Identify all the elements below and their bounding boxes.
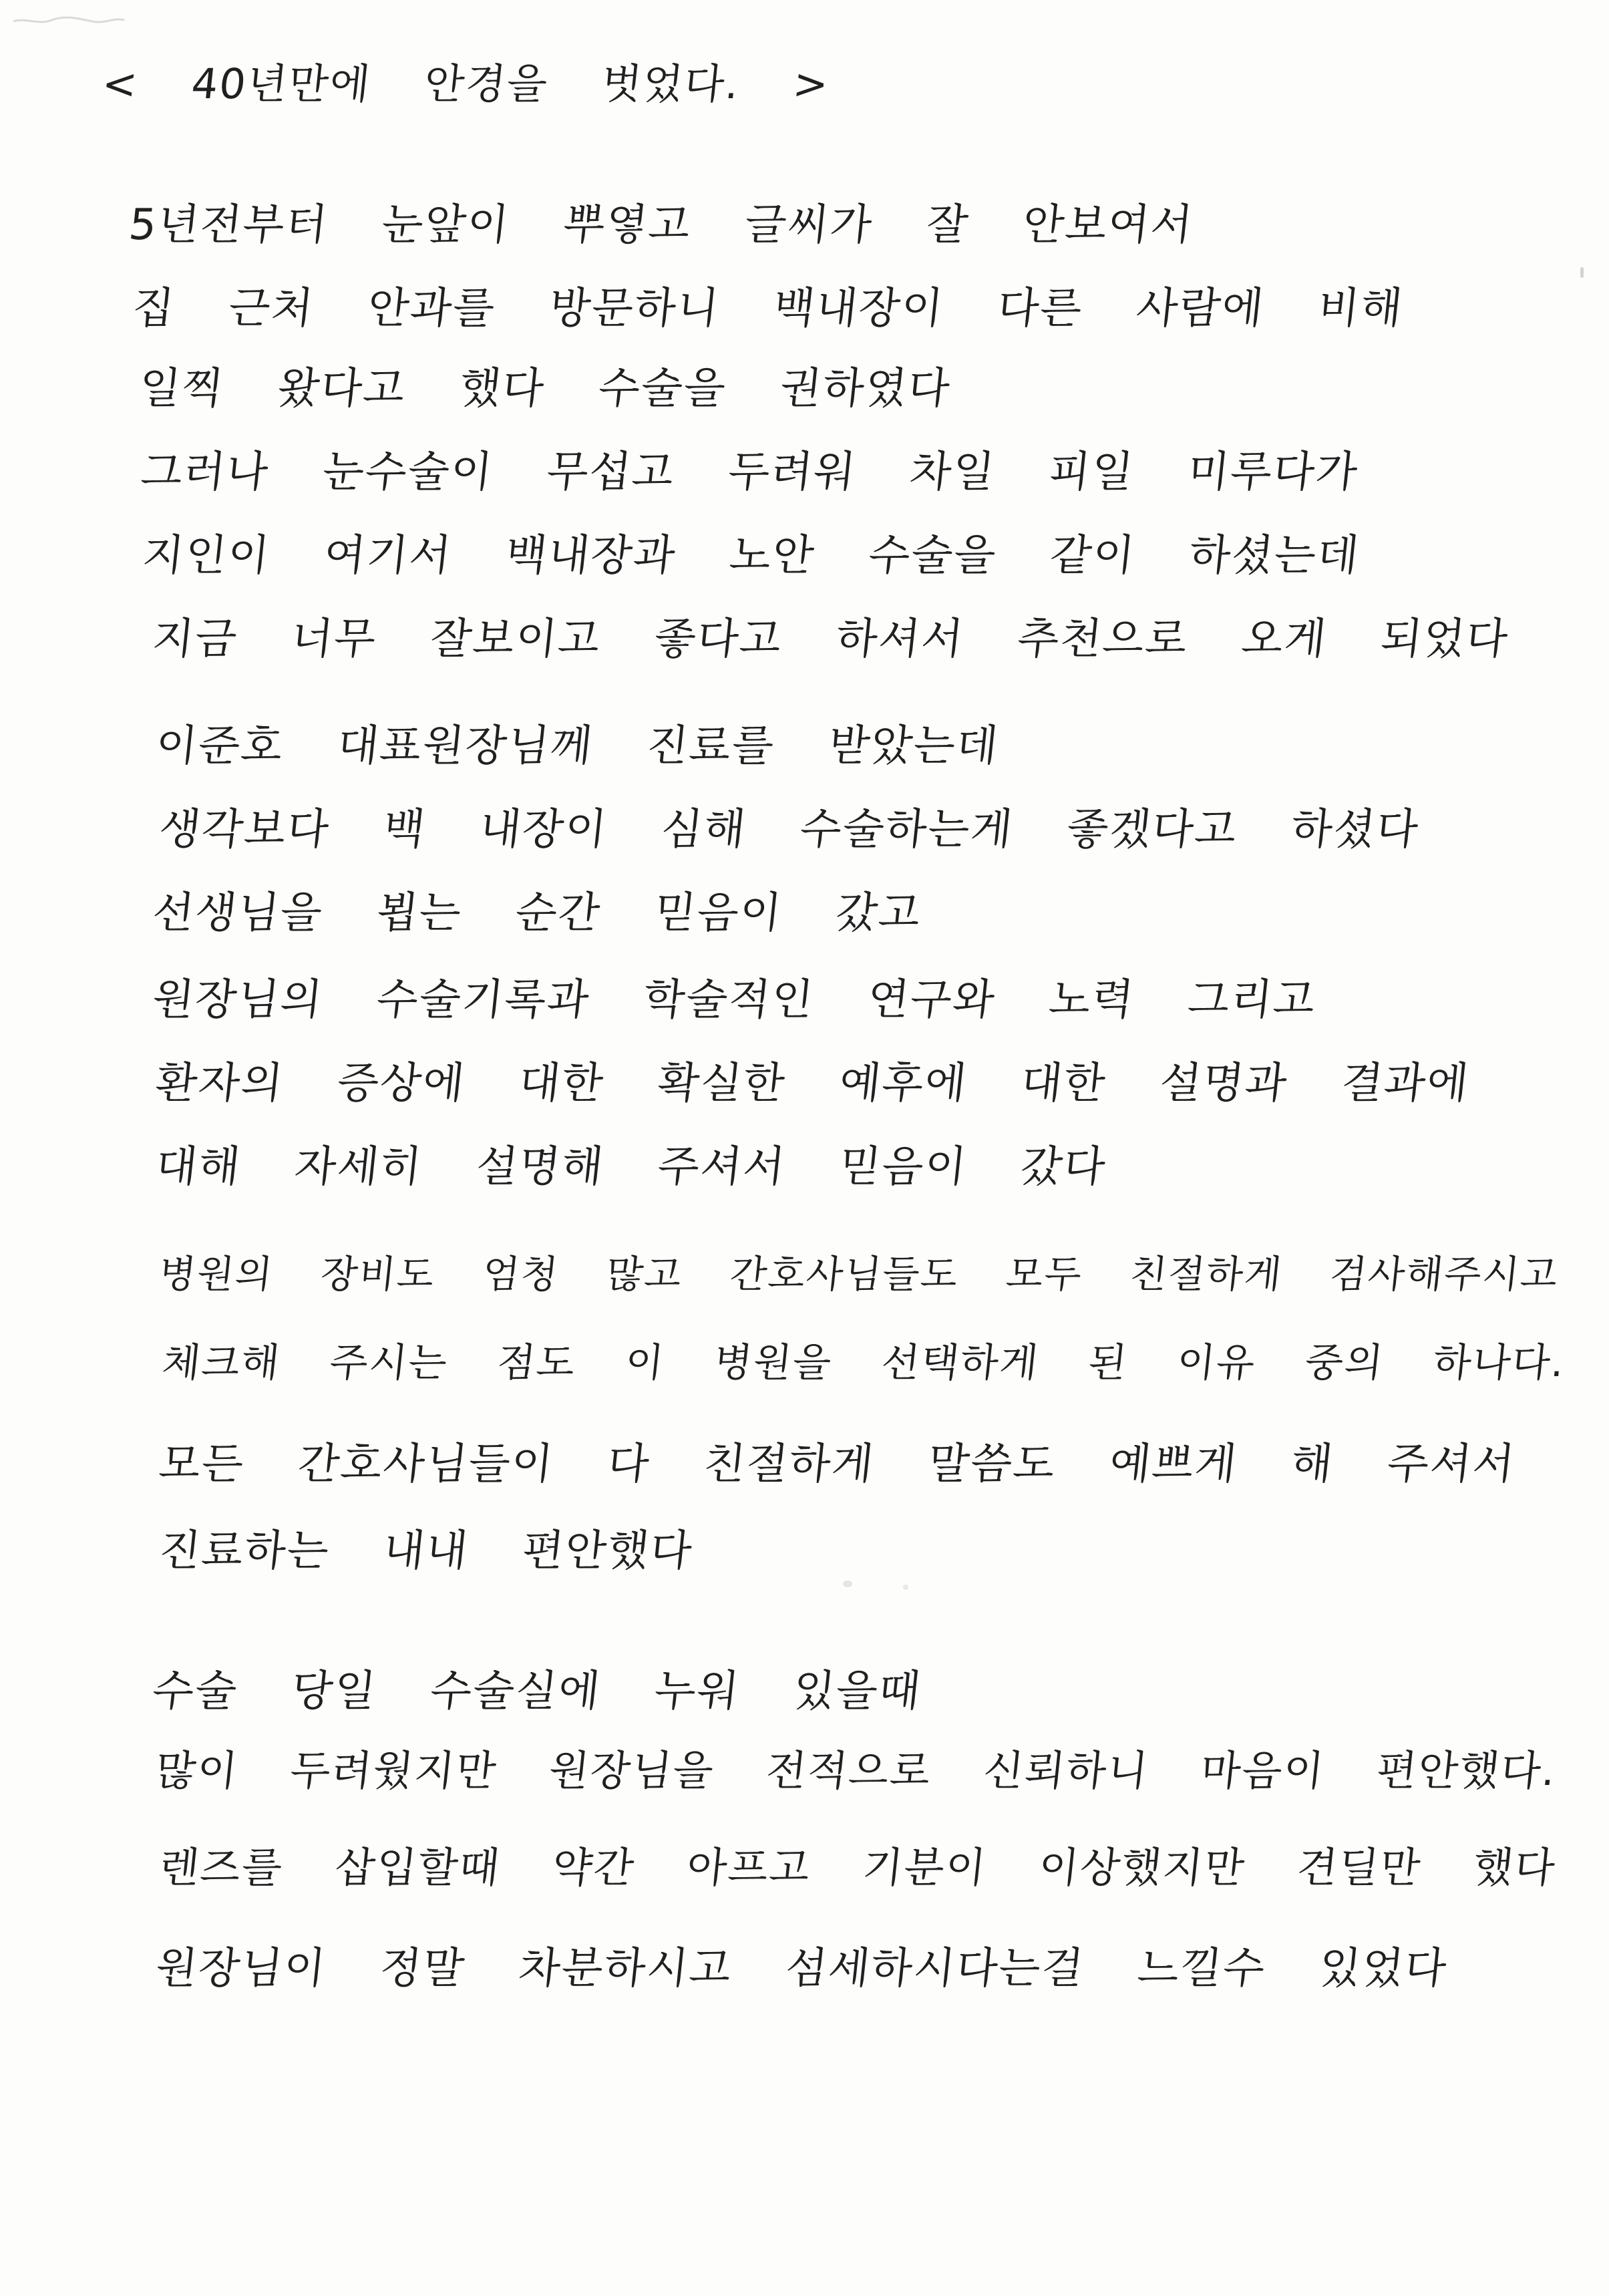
letter-line: 생각보다 백 내장이 심해 수술하는게 좋겠다고 하셨다 — [156, 805, 1422, 854]
letter-line: 수술 당일 수술실에 누워 있을때 — [150, 1667, 924, 1716]
letter-line: 진료하는 내내 편안했다 — [156, 1526, 696, 1576]
letter-line: 그러나 눈수술이 무섭고 두려워 차일 피일 미루다가 — [138, 448, 1361, 497]
letter-line: 이준호 대표원장님께 진료를 받았는데 — [153, 721, 1002, 771]
letter-line: 많이 두려웠지만 원장님을 전적으로 신뢰하니 마음이 편안했다. — [153, 1746, 1560, 1795]
letter-line: 병원의 장비도 엄청 많고 간호사님들도 모두 친절하게 검사해주시고 — [156, 1253, 1562, 1297]
letter-line: 렌즈를 삽입할때 약간 아프고 기분이 이상했지만 견딜만 했다 — [156, 1843, 1559, 1892]
handwritten-letter — [100, 0, 1568, 2296]
letter-line: 지금 너무 잘보이고 좋다고 하셔서 추천으로 오게 되었다 — [150, 615, 1511, 664]
letter-line: 지인이 여기서 백내장과 노안 수술을 같이 하셨는데 — [140, 531, 1363, 581]
letter-line: 선생님을 뵙는 순간 믿음이 갔고 — [150, 888, 924, 938]
letter-line: 대해 자세히 설명해 주셔서 믿음이 갔다 — [153, 1142, 1109, 1192]
letter-title: < 40년만에 안경을 벗었다. > — [100, 59, 832, 108]
letter-line: 일찍 왔다고 했다 수술을 권하였다 — [136, 364, 954, 414]
letter-line: 환자의 증상에 대한 확실한 예후에 대한 설명과 결과에 — [153, 1059, 1472, 1108]
letter-line: 원장님이 정말 차분하시고 섬세하시다는걸 느낄수 있었다 — [153, 1944, 1450, 1993]
letter-line: 체크해 주시는 점도 이 병원을 선택하게 된 이유 중의 하나다. — [160, 1339, 1568, 1385]
scan-speck — [1580, 267, 1584, 278]
letter-line: 모든 간호사님들이 다 친절하게 말씀도 예쁘게 해 주셔서 — [156, 1440, 1518, 1489]
letter-line: 집 근처 안과를 방문하니 백내장이 다른 사람에 비해 — [130, 284, 1406, 333]
letter-line: 5년전부터 눈앞이 뿌옇고 글씨가 잘 안보여서 — [126, 200, 1196, 250]
letter-line: 원장님의 수술기록과 학술적인 연구와 노력 그리고 — [150, 975, 1319, 1025]
